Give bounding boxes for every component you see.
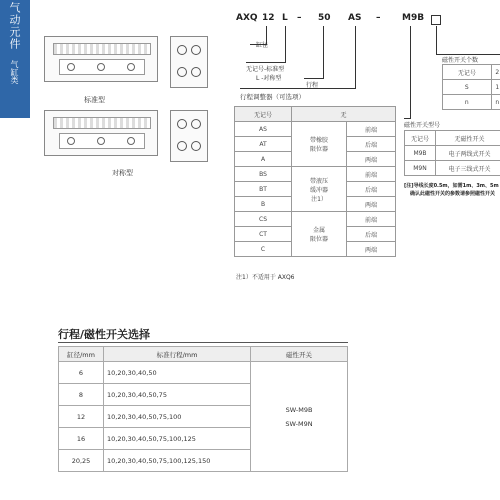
code-type: L bbox=[282, 13, 288, 23]
label-bore: 缸径 bbox=[256, 42, 269, 49]
selection-header-bore: 缸径/mm bbox=[59, 347, 104, 362]
label-type-1: 无记号-标准型 bbox=[246, 66, 285, 73]
adjuster-position: 前端 bbox=[347, 212, 396, 227]
selection-strokes: 10,20,30,40,50,75 bbox=[104, 384, 251, 406]
standard-cylinder-drawing bbox=[44, 36, 158, 82]
code-switch-qty-box bbox=[431, 15, 441, 25]
selection-title: 行程/磁性开关选择 bbox=[58, 328, 151, 341]
symmetric-cylinder-drawing bbox=[44, 110, 158, 156]
symmetric-caption: 对称型 bbox=[112, 169, 133, 177]
qty-count: n bbox=[491, 95, 500, 110]
code-prefix: AXQ bbox=[236, 13, 258, 23]
label-type-2: L -对称型 bbox=[256, 75, 282, 82]
switch-desc: 无磁性开关 bbox=[436, 131, 500, 146]
qty-count: 1 bbox=[491, 80, 500, 95]
table-row bbox=[443, 95, 500, 110]
side-tab-title: 气动元件 bbox=[8, 2, 21, 50]
label-adjuster: 行程调整器（可选项） bbox=[240, 93, 305, 101]
symmetric-end-view bbox=[170, 110, 208, 162]
adjuster-kind-note: 注1） bbox=[311, 195, 327, 203]
switch-code: 无记号 bbox=[405, 131, 436, 146]
switch-qty-table bbox=[442, 64, 500, 110]
switch-desc: 电子三线式开关 bbox=[436, 161, 500, 176]
code-dash-2: – bbox=[376, 13, 381, 23]
selection-header-stroke: 标准行程/mm bbox=[104, 347, 251, 362]
standard-caption: 标准型 bbox=[84, 96, 105, 104]
table-row bbox=[405, 146, 500, 161]
table-row bbox=[405, 131, 500, 146]
code-switch: M9B bbox=[402, 13, 425, 23]
table-row bbox=[443, 80, 500, 95]
switch-code: M9N bbox=[405, 161, 436, 176]
code-bore: 12 bbox=[262, 13, 275, 23]
selection-switch-m9b: SW-M9B bbox=[285, 405, 313, 414]
adjuster-kind-text: 限位器 bbox=[309, 146, 328, 153]
switch-desc: 电子两线式开关 bbox=[436, 146, 500, 161]
adjuster-note: 注1）不适用于 AXQ6 bbox=[236, 274, 295, 281]
code-dash-1: – bbox=[297, 13, 302, 23]
adjuster-kind-text: 缓冲器 bbox=[309, 186, 328, 194]
label-switch-type: 磁性开关型号 bbox=[404, 122, 441, 129]
side-tab-sub: 气缸类 bbox=[10, 60, 19, 84]
selection-switch-cell bbox=[251, 362, 348, 472]
adjuster-position: 后端 bbox=[347, 182, 396, 197]
selection-strokes: 10,20,30,40,50 bbox=[104, 362, 251, 384]
selection-strokes: 10,20,30,40,50,75,100,125,150 bbox=[104, 450, 251, 472]
table-row bbox=[443, 65, 500, 80]
adjuster-code: C bbox=[235, 242, 292, 257]
label-switch-qty: 磁性开关个数 bbox=[442, 57, 479, 64]
table-row bbox=[235, 122, 396, 137]
switch-code: M9B bbox=[405, 146, 436, 161]
adjuster-position: 前端 bbox=[347, 122, 396, 137]
adjuster-code: AS bbox=[235, 122, 292, 137]
code-stroke: 50 bbox=[318, 13, 331, 23]
selection-bore: 12 bbox=[59, 406, 104, 428]
qty-code: S bbox=[443, 80, 492, 95]
adjuster-position: 两端 bbox=[347, 242, 396, 257]
qty-code: 无记号 bbox=[443, 65, 492, 80]
code-adjuster: AS bbox=[348, 13, 362, 23]
standard-end-view bbox=[170, 36, 208, 88]
adjuster-code: CT bbox=[235, 227, 292, 242]
selection-strokes: 10,20,30,40,50,75,100 bbox=[104, 406, 251, 428]
qty-code: n bbox=[443, 95, 492, 110]
table-row bbox=[59, 347, 348, 362]
adjuster-code: B bbox=[235, 197, 292, 212]
adjuster-position: 后端 bbox=[347, 137, 396, 152]
side-tab bbox=[0, 0, 30, 118]
switch-note-1: [注]导线长度0.5m，如需1m、3m、5m bbox=[404, 183, 499, 189]
table-row bbox=[405, 161, 500, 176]
label-stroke: 行程 bbox=[306, 82, 319, 89]
adjuster-code: BT bbox=[235, 182, 292, 197]
adjuster-code: BS bbox=[235, 167, 292, 182]
table-row bbox=[235, 167, 396, 182]
selection-strokes: 10,20,30,40,50,75,100,125 bbox=[104, 428, 251, 450]
adjuster-position: 后端 bbox=[347, 227, 396, 242]
adjuster-kind-metal bbox=[292, 212, 347, 257]
selection-bore: 8 bbox=[59, 384, 104, 406]
table-row bbox=[59, 362, 348, 384]
adjuster-position: 两端 bbox=[347, 197, 396, 212]
adjuster-kind-text: 带橡胶 bbox=[309, 137, 328, 144]
selection-bore: 6 bbox=[59, 362, 104, 384]
adjuster-kind-text: 带液压 bbox=[309, 177, 328, 185]
adjuster-position: 两端 bbox=[347, 152, 396, 167]
adjuster-header-code: 无记号 bbox=[235, 107, 292, 122]
adjuster-code: CS bbox=[235, 212, 292, 227]
table-row bbox=[235, 212, 396, 227]
adjuster-kind-hydraulic bbox=[292, 167, 347, 212]
adjuster-code: A bbox=[235, 152, 292, 167]
adjuster-code: AT bbox=[235, 137, 292, 152]
adjuster-table bbox=[234, 106, 396, 257]
selection-table bbox=[58, 346, 348, 472]
selection-switch-m9n: SW-M9N bbox=[285, 419, 313, 428]
adjuster-header-none: 无 bbox=[292, 107, 396, 122]
switch-type-table bbox=[404, 130, 500, 176]
adjuster-kind-text: 限位器 bbox=[309, 236, 328, 243]
switch-note-2: 确认此磁性开关的参数请参照磁性开关 bbox=[410, 191, 496, 197]
selection-header-switch: 磁性开关 bbox=[251, 347, 348, 362]
adjuster-kind-rubber bbox=[292, 122, 347, 167]
adjuster-position: 前端 bbox=[347, 167, 396, 182]
table-row bbox=[235, 107, 396, 122]
selection-bore: 16 bbox=[59, 428, 104, 450]
qty-count: 2 bbox=[491, 65, 500, 80]
selection-bore: 20,25 bbox=[59, 450, 104, 472]
adjuster-kind-text: 金属 bbox=[312, 227, 325, 234]
